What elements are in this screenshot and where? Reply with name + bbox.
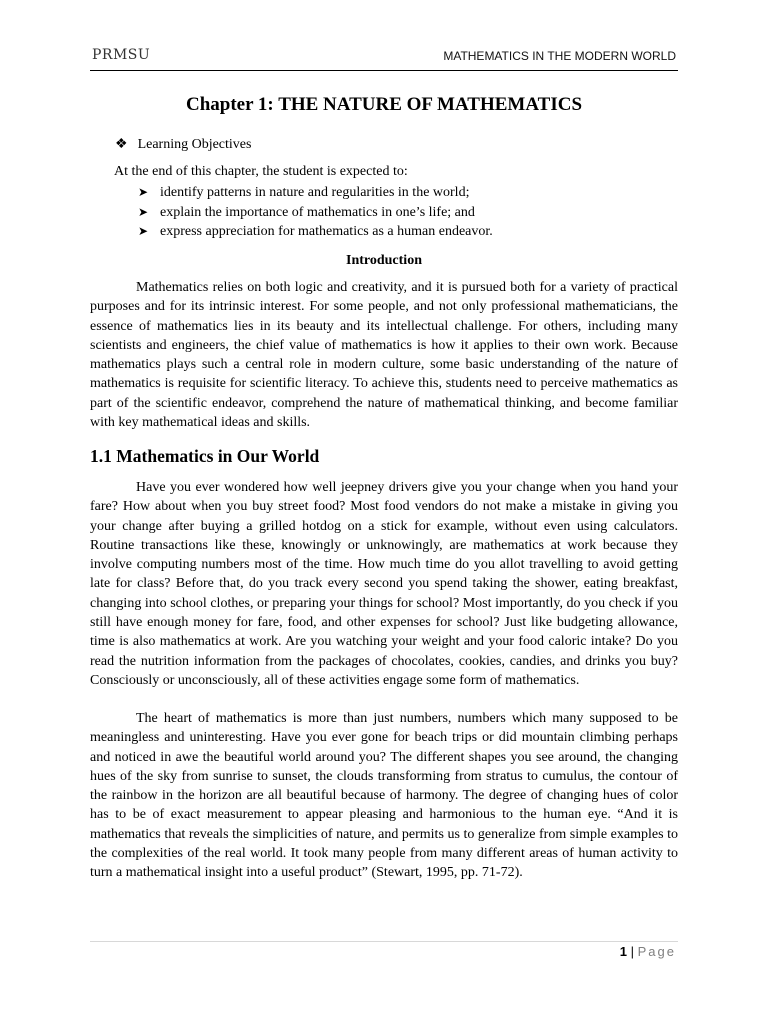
footer-divider xyxy=(90,941,678,942)
objective-text: explain the importance of mathematics in one’s life; and xyxy=(160,204,475,220)
chapter-name: THE NATURE OF MATHEMATICS xyxy=(278,94,583,115)
arrow-bullet-icon: ➤ xyxy=(138,224,149,238)
objectives-list xyxy=(138,183,493,242)
section-heading-1-1: 1.1 Mathematics in Our World xyxy=(90,446,320,466)
page-separator: | xyxy=(627,944,638,959)
section-paragraph: Have you ever wondered how well jeepney drivers give you your change when you hand your fare? How about when you buy street food? Most food vendors do not make a mistake in giving you your change after buying a grilled hotdog on a stick for example, without even using calculators. Routine transactions like these, knowingly or unknowingly, are mathematics at work because they involve computing numbers most of the time. How much time do you allot travelling to avoid getting late for class? Before that, do you track every second you spend taking the shower, eating breakfast, changing into school clothes, or preparing your things for school? Most importantly, do you check if you still have enough money for fare, food, and other expenses for school? Just like budgeting allowance, time is also mathematics at work. Are you watching your weight and your food caloric intake? Do you read the nutrition information from the packages of chocolates, cookies, candies, and drinks you buy? Consciously or unconsciously, all of these activities engage some form of mathematics. xyxy=(90,480,678,688)
learning-objectives-heading xyxy=(115,136,251,153)
arrow-bullet-icon: ➤ xyxy=(138,185,149,199)
objective-item xyxy=(138,203,493,223)
chapter-label: Chapter 1: xyxy=(185,94,274,115)
objective-item xyxy=(138,183,493,203)
chapter-title xyxy=(0,94,768,116)
page-number: 1 xyxy=(619,944,628,959)
diamond-bullet-icon: ❖ xyxy=(115,137,128,152)
introduction-heading: Introduction xyxy=(346,253,422,268)
learning-objectives-label: Learning Objectives xyxy=(137,136,252,152)
introduction-paragraph: Mathematics relies on both logic and creativity, and it is pursued both for a variety of practical purposes and for its intrinsic interest. For some people, and not only professional mathematicians, the essence of mathematics lies in its beauty and its intellectual challenge. For others, including many scientists and engineers, the chief value of mathematics is how it applies to their own work. Because mathematics plays such a central role in modern culture, some basic understanding of the nature of mathematics is requisite for scientific literacy. To achieve this, students need to perceive mathematics as part of the scientific endeavor, comprehend the nature of mathematical thinking, and become familiar with key mathematical ideas and skills. xyxy=(90,280,678,431)
header-institution: PRMSU xyxy=(92,47,151,63)
objectives-lead: At the end of this chapter, the student is expected to: xyxy=(114,164,408,179)
objective-item xyxy=(138,222,493,242)
page-footer xyxy=(620,944,676,959)
arrow-bullet-icon: ➤ xyxy=(138,204,149,219)
page-label: Page xyxy=(637,944,676,959)
section-paragraph: The heart of mathematics is more than just numbers, numbers which many supposed to be meaningless and uninteresting. Have you ever gone for beach trips or did mountain climbing perhaps and noticed in awe the beautiful world around you? The different shapes you see around, the changing hues of the sky from sunrise to sunset, the clouds transforming from stratus to cumulus, the contour of the rainbow in the horizon are all beautiful because of harmony. The degree of changing hues of color has to be of exact measurement to appear pleasing and harmonious to the human eye. “And it is mathematics that reveals the simplicities of nature, and permits us to generalize from simple examples to the complexities of the real world. It took many people from many different areas of human activity to turn a mathematical insight into a useful product” (Stewart, 1995, pp. 71-72). xyxy=(90,711,678,881)
objective-text: identify patterns in nature and regularities in the world; xyxy=(160,185,470,200)
objective-text: express appreciation for mathematics as a human endeavor. xyxy=(160,224,493,239)
header-course-title: MATHEMATICS IN THE MODERN WORLD xyxy=(443,49,676,63)
page-header xyxy=(90,44,678,71)
